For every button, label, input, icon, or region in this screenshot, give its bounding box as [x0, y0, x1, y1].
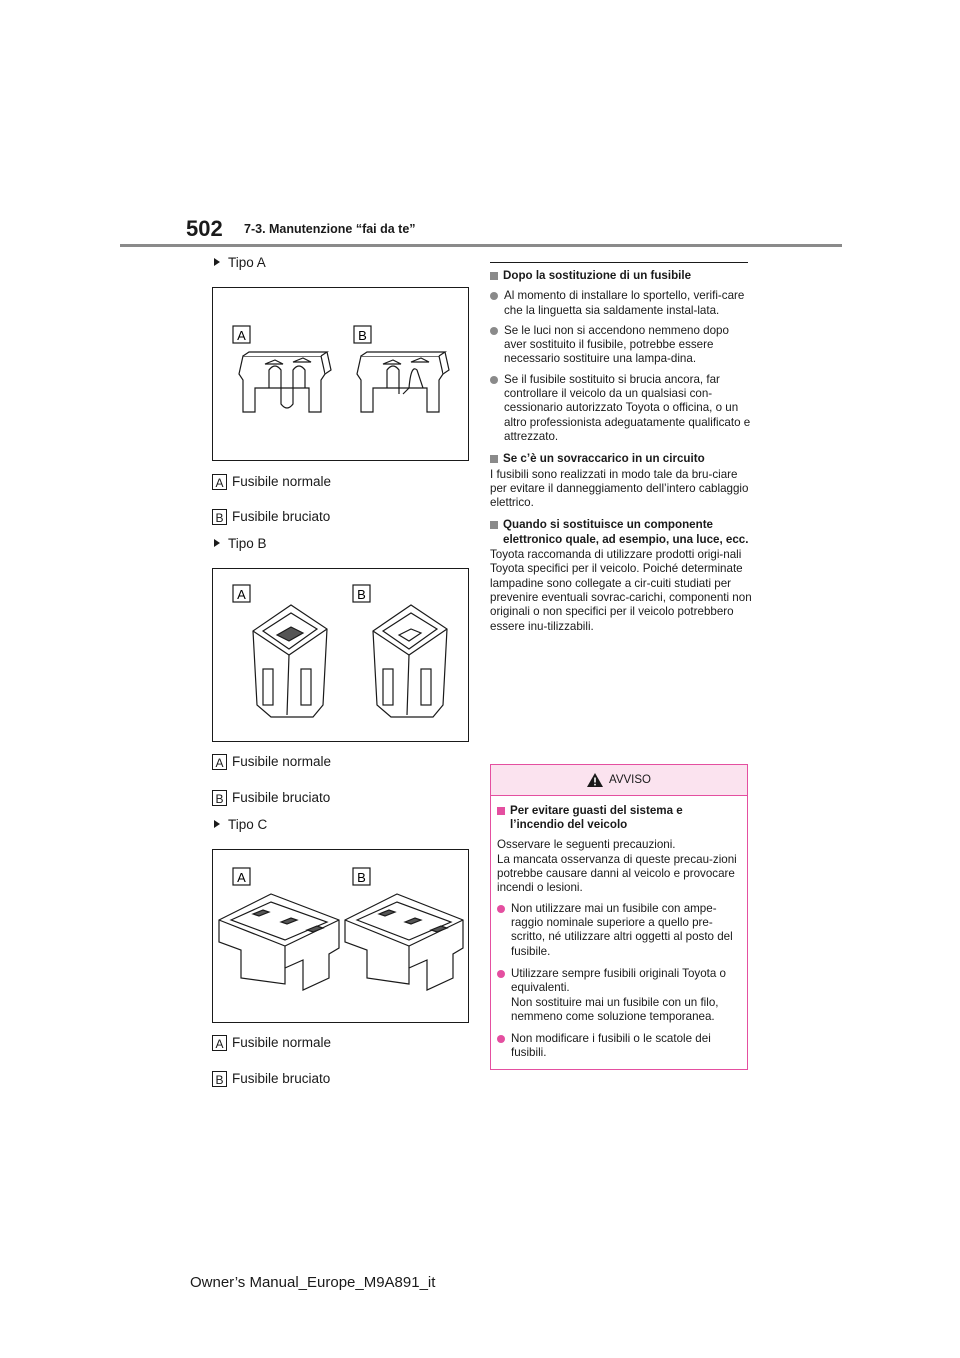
square-bullet-icon [490, 455, 498, 463]
list-item: Al momento di installare lo sportello, verifi-care che la linguetta sia saldamente instal-lata. [490, 289, 752, 318]
figure-tipo-a [212, 287, 469, 461]
warning-triangle-icon [587, 773, 603, 787]
page-number: 502 [186, 216, 223, 241]
section-text: I fusibili sono realizzati in modo tale da bru-ciare per evitare il danneggiamento dell’intero cablaggio elettrico. [490, 467, 749, 510]
list-item: Non modificare i fusibili o le scatole dei fusibili. [497, 1032, 739, 1061]
arrow-icon [214, 539, 220, 547]
warning-title: Per evitare guasti del sistema e l’incendio del veicolo [497, 804, 739, 833]
bullet-dot-icon [497, 1035, 505, 1043]
tipo-a-heading: Tipo A [214, 254, 266, 272]
warning-box [490, 764, 748, 1070]
legend-burned-a: B Fusibile bruciato [212, 507, 330, 527]
arrow-icon [214, 258, 220, 266]
legend-burned-b: B Fusibile bruciato [212, 788, 330, 808]
warning-label: AVVISO [609, 774, 651, 786]
square-bullet-icon [497, 807, 505, 815]
arrow-icon [214, 820, 220, 828]
section-heading: Quando si sostituisce un componente elettronico quale, ad esempio, una luce, ecc. [490, 518, 752, 547]
section-overload [490, 452, 752, 510]
list-item: Non utilizzare mai un fusibile con ampe-raggio nominale superiore a quello pre-scritto, né utilizzare altri oggetti al posto del fusibile. [497, 902, 739, 959]
footer-text: Owner’s Manual_Europe_M9A891_it [190, 1274, 436, 1291]
warning-intro: Osservare le seguenti precauzioni. [497, 837, 676, 851]
figure-b-label: B [358, 328, 367, 343]
section-heading: Dopo la sostituzione di un fusibile [490, 269, 752, 283]
legend-burned-c: B Fusibile bruciato [212, 1069, 330, 1089]
legend-normal-a: A Fusibile normale [212, 472, 331, 492]
bullet-dot-icon [490, 327, 498, 335]
right-column [490, 262, 752, 642]
warning-header [491, 765, 747, 796]
list-item: Se le luci non si accendono nemmeno dopo aver sostituito il fusibile, potrebbe essere necessario sostituire una lampa-dina. [490, 324, 752, 367]
list-item: Se il fusibile sostituito si brucia ancora, far controllare il veicolo da un qualsiasi con-cessionario autorizzato Toyota o officina, o un altro professionista adeguatamente qualificato e attrezzato. [490, 373, 752, 444]
warning-body [491, 796, 747, 1069]
figure-tipo-b [212, 568, 469, 742]
warning-intro-2: La mancata osservanza di queste precau-zioni potrebbe causare danni al veicolo e provocare incendi o lesioni. [497, 852, 737, 895]
figure-b-label: B [357, 587, 366, 602]
tipo-c-heading: Tipo C [214, 816, 267, 834]
section-rule [490, 262, 748, 263]
section-text: Toyota raccomanda di utilizzare prodotti origi-nali Toyota specifici per il veicolo. Poiché determinate lampadine sono collegate a cir-cuiti studiati per prevenire eventuali sovrac-carichi, componenti non originali o non specifici per il veicolo potrebbero essere inu-tilizzabili. [490, 548, 752, 633]
figure-a-label: A [237, 870, 246, 885]
legend-normal-c: A Fusibile normale [212, 1033, 331, 1053]
figure-tipo-c [212, 849, 469, 1023]
legend-normal-b: A Fusibile normale [212, 752, 331, 772]
list-item: Utilizzare sempre fusibili originali Toyota o equivalenti. Non sostituire mai un fusibile con un filo, nemmeno come soluzione temporanea. [497, 967, 739, 1024]
bullet-dot-icon [490, 292, 498, 300]
bullet-dot-icon [497, 970, 505, 978]
header-rule [120, 244, 842, 247]
figure-a-label: A [237, 328, 246, 343]
section-component-replacement [490, 518, 752, 633]
section-heading: Se c’è un sovraccarico in un circuito [490, 452, 752, 466]
section-after-replacement [490, 269, 752, 444]
figure-a-label: A [237, 587, 246, 602]
square-bullet-icon [490, 521, 498, 529]
bullet-dot-icon [497, 905, 505, 913]
tipo-b-heading: Tipo B [214, 535, 267, 553]
square-bullet-icon [490, 272, 498, 280]
section-title: 7-3. Manutenzione “fai da te” [244, 222, 416, 236]
figure-b-label: B [357, 870, 366, 885]
bullet-dot-icon [490, 376, 498, 384]
